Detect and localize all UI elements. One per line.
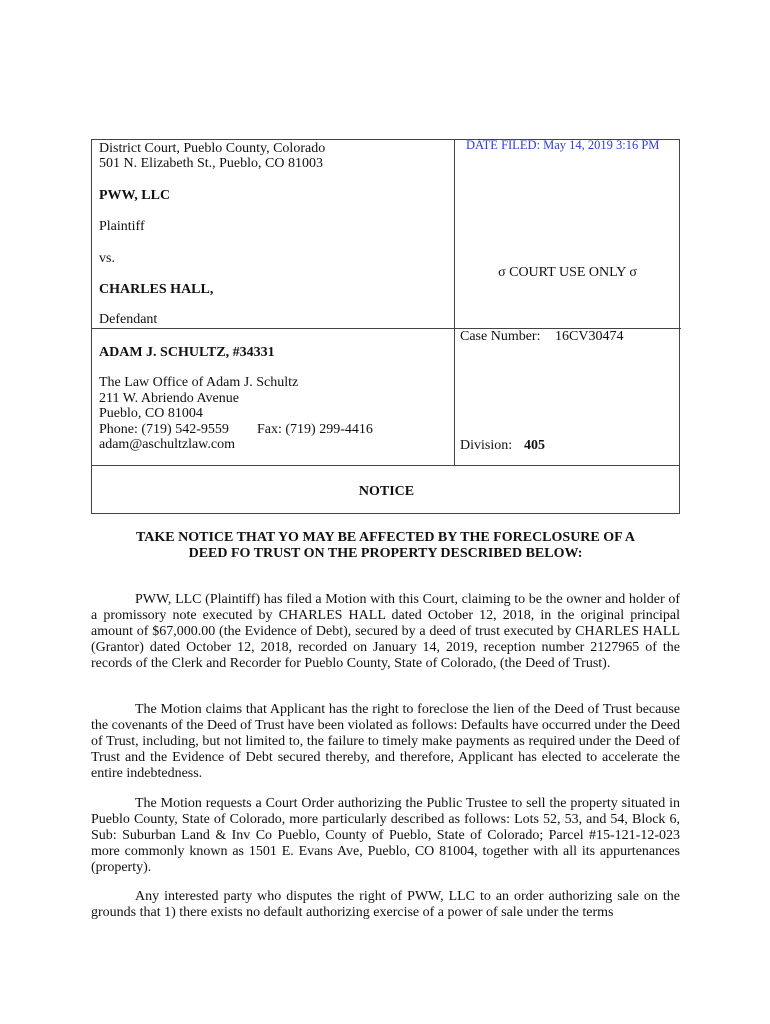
plaintiff-role: Plaintiff bbox=[99, 219, 145, 234]
firm-name: The Law Office of Adam J. Schultz bbox=[99, 375, 299, 390]
paragraph-motion-requests: The Motion requests a Court Order authorizing the Public Trustee to sell the property situated in Pueblo County, State of Colorado, more particularly described as follows: Lots 52, 53, and 54, Block 6, Sub: Suburban Land & Inv Co Pueblo, County of Pueblo, State of Colorado; Parcel #15-121-12-023 more commonly known as 1501 E. Evans Ave, Pueblo, CO 81004, together with all its appurtenances (property). bbox=[91, 796, 680, 875]
caption-bottom-divider bbox=[92, 465, 679, 466]
firm-phone: Phone: (719) 542-9559 bbox=[99, 422, 229, 437]
firm-email: adam@aschultzlaw.com bbox=[99, 437, 235, 452]
date-filed-stamp: DATE FILED: May 14, 2019 3:16 PM bbox=[466, 138, 660, 152]
notice-title: NOTICE bbox=[358, 484, 415, 499]
notice-heading-line1: TAKE NOTICE THAT YO MAY BE AFFECTED BY THE FORECLOSURE OF A bbox=[135, 530, 636, 545]
court-address: 501 N. Elizabeth St., Pueblo, CO 81003 bbox=[99, 156, 323, 171]
case-caption-box bbox=[91, 139, 680, 514]
caption-left-divider bbox=[92, 328, 454, 329]
court-name: District Court, Pueblo County, Colorado bbox=[99, 141, 326, 156]
defendant-name: CHARLES HALL, bbox=[99, 282, 214, 297]
paragraph-motion-claims: The Motion claims that Applicant has the right to foreclose the lien of the Deed of Trust because the covenants of the Deed of Trust have been violated as follows: Defaults have occurred under the Deed of Trust, including, but not limited to, the failure to timely make payments as required under the Deed of Trust and the Evidence of Debt secured thereby, and therefore, Applicant has elected to accelerate the entire indebtedness. bbox=[91, 702, 680, 781]
case-number: 16CV30474 bbox=[555, 329, 624, 344]
paragraph-interested-party: Any interested party who disputes the right of PWW, LLC to an order authorizing sale on the grounds that 1) there exists no default authorizing exercise of a power of sale under the terms bbox=[91, 889, 680, 920]
firm-city: Pueblo, CO 81004 bbox=[99, 406, 203, 421]
plaintiff-name: PWW, LLC bbox=[99, 188, 171, 203]
division-label: Division: bbox=[460, 438, 513, 453]
court-use-only-label: σ COURT USE ONLY σ bbox=[498, 265, 637, 280]
defendant-role: Defendant bbox=[99, 312, 158, 327]
division-number: 405 bbox=[524, 438, 545, 453]
caption-vertical-divider bbox=[454, 140, 455, 465]
notice-heading bbox=[91, 530, 680, 562]
attorney-name: ADAM J. SCHULTZ, #34331 bbox=[99, 345, 275, 360]
paragraph-motion-filed: PWW, LLC (Plaintiff) has filed a Motion with this Court, claiming to be the owner and holder of a promissory note executed by CHARLES HALL dated October 12, 2018, in the original principal amount of $67,000.00 (the Evidence of Debt), secured by a deed of trust executed by CHARLES HALL (Grantor) dated October 12, 2018, recorded on January 14, 2019, reception number 2127965 of the records of the Clerk and Recorder for Pueblo County, State of Colorado, (the Deed of Trust). bbox=[91, 592, 680, 671]
versus-label: vs. bbox=[99, 251, 115, 266]
firm-fax: Fax: (719) 299-4416 bbox=[257, 422, 373, 437]
case-number-label: Case Number: bbox=[460, 329, 541, 344]
notice-heading-line2: DEED FO TRUST ON THE PROPERTY DESCRIBED BELOW: bbox=[188, 546, 583, 561]
firm-street: 211 W. Abriendo Avenue bbox=[99, 391, 239, 406]
